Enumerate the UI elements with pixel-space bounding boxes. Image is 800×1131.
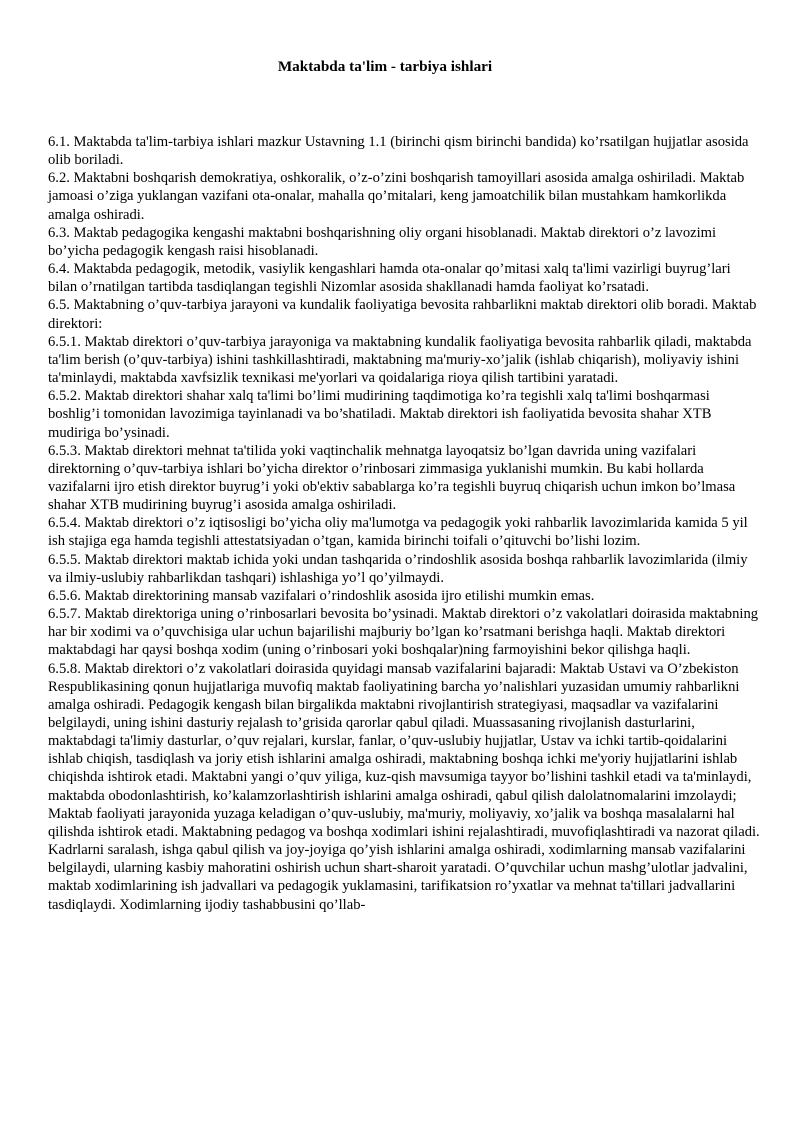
paragraph-6-5-4: 6.5.4. Maktab direktori o’z iqtisosligi bo’yicha oliy ma'lumotga va pedagogik yoki rahbarlik lavozimlarida kamida 5 yil ish stajiga ega hamda tegishli attestatsiyadan o’tgan, kamida birinchi toifali o’qituvchi bo’lishi lozim.	[48, 515, 748, 550]
paragraph-6-4: 6.4. Maktabda pedagogik, metodik, vasiylik kengashlari hamda ota-onalar qo’mitasi xalq ta'limi vazirligi buyrug’lari bilan o’rnatilgan tartibda tasdiqlangan tegishli Nizomlar asosida shakllanadi hamda faoliyat ko’rsatadi.	[48, 261, 731, 296]
paragraph-6-5-6: 6.5.6. Maktab direktorining mansab vazifalari o’rindoshlik asosida ijro etilishi mumkin emas.	[48, 587, 595, 604]
document-body	[48, 133, 760, 914]
document-title: Maktabda ta'lim - tarbiya ishlari	[277, 58, 493, 75]
paragraph-6-5-5: 6.5.5. Maktab direktori maktab ichida yoki undan tashqarida o’rindoshlik asosida boshqa rahbarlik lavozimlarida (ilmiy va ilmiy-uslubiy rahbarlikdan tashqari) ishlashiga yo’l qo’yilmaydi.	[48, 551, 748, 586]
paragraph-6-5-1: 6.5.1. Maktab direktori o’quv-tarbiya jarayoniga va maktabning kundalik faoliyatiga bevosita rahbarlik qiladi, maktabda ta'lim berish (o’quv-tarbiya) ishini tashkillashtiradi, maktabning ma'muriy-xo’jalik (ishlab chiqarish), moliyaviy ishini ta'minlaydi, maktabda xavfsizlik texnikasi me'yorlari va qoidalariga rioya qilish tartibini yaratadi.	[48, 333, 752, 387]
paragraph-6-5-7: 6.5.7. Maktab direktoriga uning o’rinbosarlari bevosita bo’ysinadi. Maktab direktori o’z vakolatlari doirasida maktabning har bir xodimi va o’quvchisiga ular uchun bajarilishi majburiy bo’lgan ko’rsatmani berishga haqli. Maktab direktori maktabdagi har qaysi boshqa xodim (uning o’rinbosari yoki boshqalar)ning farmoyishini bekor qilishga haqli.	[48, 606, 759, 659]
paragraph-6-5-8: 6.5.8. Maktab direktori o’z vakolatlari doirasida quyidagi mansab vazifalarini bajaradi: Maktab Ustavi va O’zbekiston Respublikasining qonun hujjatlariga muvofiq maktab faoliyatining barcha yo’nalishlari yuzasidan umumiy rahbarlikni amalga oshiradi. Pedagogik kengash bilan birgalikda maktabni rivojlantirish strategiyasi, maqsadlar va vazifalarini belgilaydi, uning ishini dasturiy rejalash to’grisida qarorlar qabul qiladi. Muassasaning rivojlanish dasturlarini, maktabdagi ta'limiy dasturlar, o’quv rejalari, kurslar, fanlar, o’quv-uslubiy hujjatlar, Ustav va ichki tartib-qoidalarini ishlab chiqish, tasdiqlash va joriy etish ishlarini amalga oshiradi, maktabning boshqa ichki me'yoriy hujjatlarini ishlab chiqishda ishtirok etadi. Maktabni yangi o’quv yiliga, kuz-qish mavsumiga tayyor bo’lishini tashkil etadi va ta'minlaydi, maktabda obodonlashtirish, ko’kalamzorlashtirish ishlarini amalga oshiradi, qabul qilish dalolatnomalarini imzolaydi; Maktab faoliyati jarayonida yuzaga keladigan o’quv-uslubiy, ma'muriy, moliyaviy, xo’jalik va boshqa masalalarni hal qilishda ishtirok etadi. Maktabning pedagog va boshqa xodimlari ishini rejalashtiradi, muvofiqlashtiradi va nazorat qiladi. Kadrlarni saralash, ishga qabul qilish va joy-joyiga qo’yish ishlarini amalga oshiradi, xodimlarning mansab vazifalarini belgilaydi, ularning kasbiy mahoratini oshirish uchun shart-sharoit yaratadi. O’quvchilar uchun mashg’ulotlar jadvalini, maktab xodimlarining ish jadvallari va pedagogik yuklamasini, tarifikatsion ro’yxatlar va mehnat ta'tillari jadvallarini tasdiqlaydi. Xodimlarning ijodiy tashabbusini qo’llab-	[48, 660, 760, 913]
paragraph-6-2: 6.2. Maktabni boshqarish demokratiya, oshkoralik, o’z-o’zini boshqarish tamoyillari asosida amalga oshiriladi. Maktab jamoasi o’ziga yuklangan vazifani ota-onalar, mahalla qo’mitalari, keng jamoatchilik bilan mustahkam hamkorlikda amalga oshiradi.	[48, 170, 745, 223]
paragraph-6-5-3: 6.5.3. Maktab direktori mehnat ta'tilida yoki vaqtinchalik mehnatga layoqatsiz bo’lgan davrida uning vazifalari direktorning o’quv-tarbiya ishlari bo’yicha direktor o’rinbosari zimmasiga yuklanishi mumkin. Bu kabi hollarda vazifalarni ijro etish direktor buyrug’i yoki ob'ektiv sabablarga ko’ra tegishli buyruq chiqarish uchun imkon bo’lmasa shahar XTB mudirining buyrug’i asosida amalga oshiriladi.	[48, 442, 736, 514]
paragraph-6-1: 6.1. Maktabda ta'lim-tarbiya ishlari mazkur Ustavning 1.1 (birinchi qism birinchi bandida) ko’rsatilgan hujjatlar asosida olib boriladi.	[48, 134, 749, 169]
paragraph-6-5-2: 6.5.2. Maktab direktori shahar xalq ta'limi bo’limi mudirining taqdimotiga ko’ra tegishli xalq ta'limi boshqarmasi boshlig’i tomonidan lavozimiga tayinlanadi va bo’shatiladi. Maktab direktori ish faoliyatida bevosita shahar XTB mudiriga bo’ysinadi.	[48, 388, 712, 441]
paragraph-6-5: 6.5. Maktabning o’quv-tarbiya jarayoni va kundalik faoliyatiga bevosita rahbarlikni maktab direktori olib boradi. Maktab direktori:	[48, 297, 757, 332]
paragraph-6-3: 6.3. Maktab pedagogika kengashi maktabni boshqarishning oliy organi hisoblanadi. Maktab direktori o’z lavozimi bo’yicha pedagogik kengash raisi hisoblanadi.	[48, 224, 717, 259]
